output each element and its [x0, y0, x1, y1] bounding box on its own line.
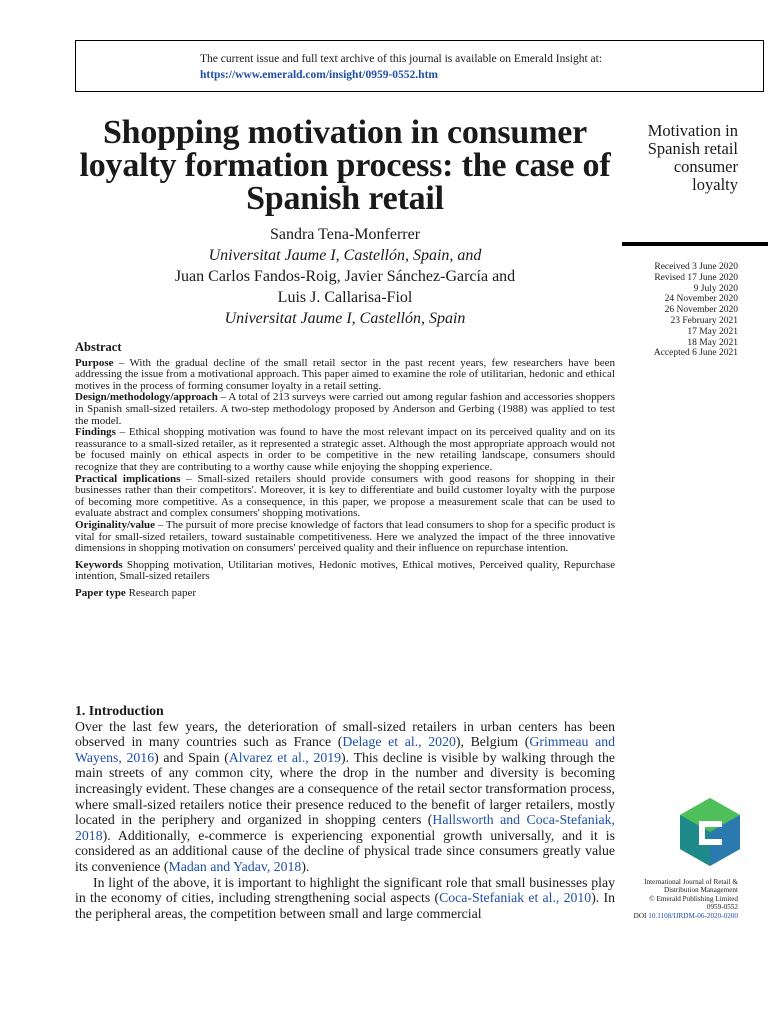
date-line: 17 May 2021 [687, 326, 738, 337]
section-text: – A total of 213 surveys were carried out among regular fashion and accessories shoppers in Spanish small-sized retailers. A two-step methodology proposed by Anderson and Gerbing (1988) was applied to test the model. [75, 391, 615, 427]
author-affiliation: Universitat Jaume I, Castellón, Spain [224, 310, 466, 327]
body-text: ) and Spain ( [154, 749, 229, 765]
citation-link[interactable]: Delage et al., 2020 [342, 734, 456, 750]
journal-availability-notice [75, 40, 764, 92]
abstract-heading: Abstract [75, 340, 122, 354]
section-label: Design/methodology/approach [75, 391, 218, 404]
citation-link[interactable]: Coca-Stefaniak et al., 2010 [439, 890, 592, 906]
section-label: Keywords [75, 558, 123, 571]
abstract-originality [75, 520, 615, 555]
section-label: Purpose [75, 356, 114, 369]
journal-name: International Journal of Retail & [644, 878, 738, 886]
emerald-logo-icon [678, 796, 742, 868]
body-text: ). In the peripheral areas, the competition between small and large commercial [75, 890, 615, 921]
doi-label: DOI [633, 911, 649, 920]
section-text: – With the gradual decline of the small retail sector in the past recent years, few researchers have been addressing the issue from a motivational approach. This paper aimed to examine the role of utilitarian, hedonic and ethical motives in the process of forming consumer loyalty in a retail setting. [75, 356, 615, 392]
citation-link[interactable]: Alvarez et al., 2019 [228, 749, 342, 765]
author-block [75, 224, 615, 329]
abstract-findings [75, 427, 615, 473]
body-text: ), Belgium ( [455, 734, 530, 750]
intro-paragraph-1 [75, 719, 615, 875]
section-label: Practical implications [75, 472, 181, 485]
date-line: Revised 17 June 2020 [654, 272, 738, 283]
abstract-paper-type [75, 588, 615, 600]
abstract-practical [75, 474, 615, 520]
journal-name: Distribution Management [663, 886, 738, 895]
body-text: ). Additionally, e-commerce is experiencing exponential growth universally, and it is considered as an additional cause of the decline of physical trade since consumers greatly value its convenience ( [75, 827, 615, 874]
introduction-heading: 1. Introduction [75, 703, 164, 718]
running-title-line: consumer [673, 157, 738, 176]
journal-url-link[interactable]: https://www.emerald.com/insight/0959-0552.htm [200, 69, 438, 81]
doi-link[interactable]: 10.1108/IJRDM-06-2020-0200 [648, 911, 738, 920]
paper-title: Shopping motivation in consumer loyalty formation process: the case of Spanish retail [79, 114, 611, 217]
notice-text: The current issue and full text archive of this journal is available on Emerald Insight at: [200, 53, 603, 65]
submission-dates [620, 262, 738, 359]
running-title-line: Spanish retail [647, 139, 738, 158]
journal-info [622, 878, 738, 920]
citation-link[interactable]: Madan and Yadav, 2018 [168, 858, 302, 874]
abstract-purpose [75, 358, 615, 393]
abstract-design [75, 392, 615, 427]
citation-link[interactable]: Grimmeau and Wayens, 2016 [75, 734, 616, 765]
abstract-section [75, 342, 615, 599]
date-line: 24 November 2020 [664, 294, 738, 305]
body-text: Over the last few years, the deterioration of small-sized retailers in urban centers has been observed in many countries such as France ( [75, 718, 615, 750]
body-text: ). [301, 858, 310, 874]
body-text: In light of the above, it is important to highlight the significant role that small businesses play in the economy of cities, including strengthening social aspects ( [75, 874, 615, 906]
date-line: 9 July 2020 [693, 283, 738, 294]
date-line: Accepted 6 June 2021 [653, 348, 738, 359]
author-name: Sandra Tena-Monferrer [269, 226, 421, 243]
date-line: 26 November 2020 [664, 305, 738, 316]
issn: 0959-0552 [706, 903, 738, 912]
author-name: Luis J. Callarisa-Fiol [277, 289, 413, 306]
section-text: Research paper [125, 586, 197, 599]
date-line: Received 3 June 2020 [654, 262, 738, 272]
running-title-line: loyalty [692, 175, 738, 194]
publisher: © Emerald Publishing Limited [649, 894, 738, 903]
doi-line [622, 912, 738, 920]
author-affiliation: Universitat Jaume I, Castellón, Spain, and [208, 247, 482, 264]
body-text: ). This decline is visible by walking through the main streets of any common city, where the drop in the number and diversity is becoming increasingly evident. These changes are a consequence of the retail sector transformation process, where small-sized retailers notice their presence reduced to the benefit of larger retailers, mostly located in the periphery and organized in shopping centers ( [75, 749, 615, 828]
section-label: Paper type [75, 586, 126, 599]
section-text: Shopping motivation, Utilitarian motives, Hedonic motives, Ethical motives, Perceived quality, Repurchase intention, Small-sized retailers [75, 558, 615, 583]
introduction-section [75, 703, 615, 921]
section-text: – The pursuit of more precise knowledge of factors that lead consumers to shop for a specific product is vital for small-sized retailers, toward sustainable competitiveness. Here we analyzed the impact of the three innovative dimensions in shopping motivation on consumers' perceived quality and their influence on repurchase intention. [75, 518, 615, 555]
running-title-line: Motivation in [647, 121, 738, 140]
section-label: Findings [75, 426, 116, 439]
section-text: – Ethical shopping motivation was found to have the most relevant impact on its perceived quality and on its reassurance to a small-sized retailer, as it represented a strategic asset. Although the most appropriate approach would not be focused mainly on ethical aspects in order to be competitive in the new retailing landscape, consumers should recognize that they are contributing to a worthy cause while enjoying the shopping experience. [75, 426, 615, 473]
running-title [620, 122, 738, 194]
abstract-keywords [75, 560, 615, 583]
date-line: 23 February 2021 [670, 315, 738, 326]
citation-link[interactable]: Hallsworth and Coca-Stefaniak, 2018 [75, 812, 615, 843]
section-label: Originality/value [75, 518, 156, 531]
sidebar-divider [622, 242, 768, 246]
date-line: 18 May 2021 [687, 337, 738, 348]
section-text: – Small-sized retailers should provide consumers with good reasons for shopping in their businesses rather than their competitors'. Moreover, it is key to differentiate and build customer loyalty with the purpose of becoming more competitive. As a consequence, in this paper, we propose a measurement scale that can be used to evaluate abstract and complex consumers' shopping motivations. [75, 472, 615, 520]
author-name: Juan Carlos Fandos-Roig, Javier Sánchez-García and [174, 268, 516, 285]
intro-paragraph-2 [75, 875, 615, 922]
